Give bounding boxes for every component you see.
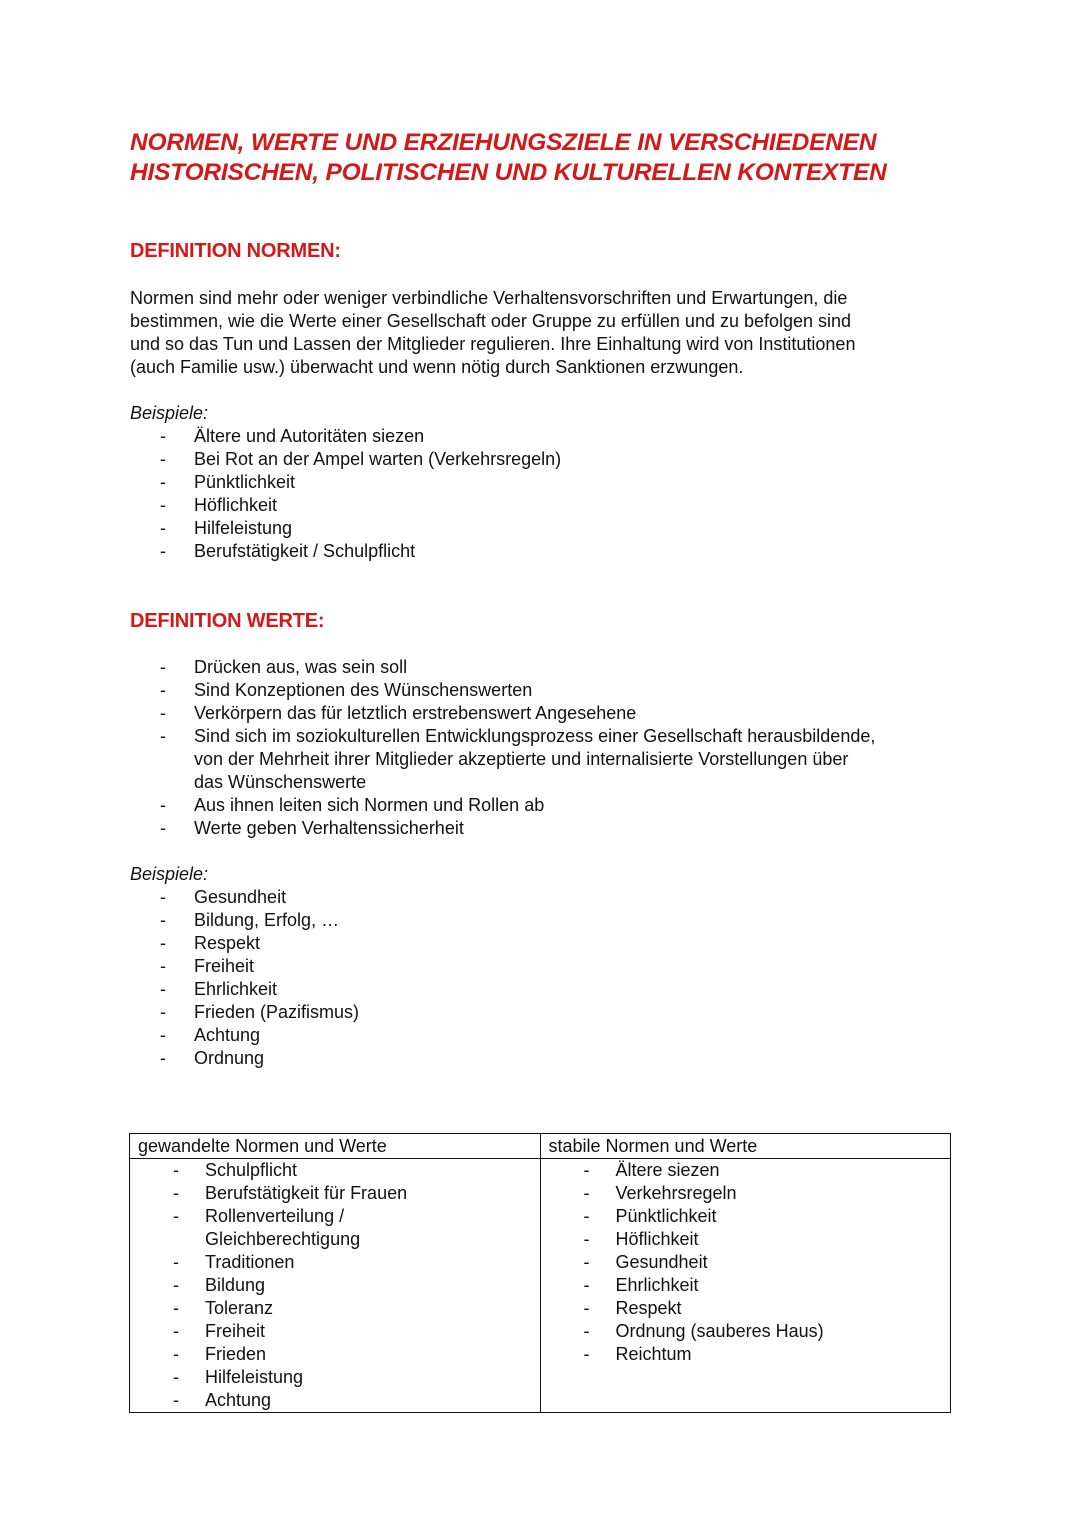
- normen-definition-line: Normen sind mehr oder weniger verbindliche Verhaltensvorschriften und Erwartungen, die: [130, 288, 848, 308]
- werte-examples-list: [130, 886, 952, 1070]
- list-item: - Aus ihnen leiten sich Normen und Rollen ab: [130, 794, 952, 817]
- list-item-line: Gleichberechtigung: [205, 1229, 361, 1249]
- list-item-line: Sind sich im soziokulturellen Entwicklungsprozess einer Gesellschaft herausbildende,: [194, 726, 876, 746]
- list-item: - Ehrlichkeit: [549, 1274, 943, 1297]
- list-item: - Frieden (Pazifismus): [130, 1001, 952, 1024]
- list-item: - Traditionen: [138, 1251, 532, 1274]
- list-item: - Hilfeleistung: [130, 517, 952, 540]
- list-item: - Ältere siezen: [549, 1159, 943, 1182]
- list-item: - Toleranz: [138, 1297, 532, 1320]
- list-item: - Höflichkeit: [130, 494, 952, 517]
- list-item: - Gesundheit: [549, 1251, 943, 1274]
- list-item: - Ordnung: [130, 1047, 952, 1070]
- document-page: [130, 128, 952, 1070]
- table-row: [130, 1159, 951, 1413]
- list-item: - Respekt: [549, 1297, 943, 1320]
- list-item: - Bildung: [138, 1274, 532, 1297]
- list-item: [130, 725, 952, 794]
- list-item: - Berufstätigkeit / Schulpflicht: [130, 540, 952, 563]
- normen-definition-line: (auch Familie usw.) überwacht und wenn nötig durch Sanktionen erzwungen.: [130, 357, 744, 377]
- list-item: - Werte geben Verhaltenssicherheit: [130, 817, 952, 840]
- list-item: - Schulpflicht: [138, 1159, 532, 1182]
- list-item: - Pünktlichkeit: [549, 1205, 943, 1228]
- werte-examples-label: Beispiele:: [130, 864, 209, 884]
- list-item: - Bei Rot an der Ampel warten (Verkehrsregeln): [130, 448, 952, 471]
- list-item: - Bildung, Erfolg, …: [130, 909, 952, 932]
- normen-definition-line: bestimmen, wie die Werte einer Gesellschaft oder Gruppe zu erfüllen und zu befolgen sind: [130, 311, 852, 331]
- column-header-changed: gewandelte Normen und Werte: [130, 1134, 541, 1159]
- comparison-table: [129, 1133, 951, 1413]
- list-item: - Berufstätigkeit für Frauen: [138, 1182, 532, 1205]
- stable-values-cell: [540, 1159, 951, 1413]
- list-item: - Ältere und Autoritäten siezen: [130, 425, 952, 448]
- werte-heading: DEFINITION WERTE:: [130, 610, 325, 632]
- list-item: - Pünktlichkeit: [130, 471, 952, 494]
- list-item: - Freiheit: [138, 1320, 532, 1343]
- column-header-stable: stabile Normen und Werte: [540, 1134, 951, 1159]
- list-item: - Frieden: [138, 1343, 532, 1366]
- list-item: - Achtung: [138, 1389, 532, 1412]
- normen-examples-label: Beispiele:: [130, 403, 209, 423]
- table-header-row: [130, 1134, 951, 1159]
- list-item: - Ehrlichkeit: [130, 978, 952, 1001]
- list-item-line: von der Mehrheit ihrer Mitglieder akzeptierte und internalisierte Vorstellungen über: [194, 749, 849, 769]
- list-item: - Sind Konzeptionen des Wünschenswerten: [130, 679, 952, 702]
- list-item: - Höflichkeit: [549, 1228, 943, 1251]
- normen-examples-list: [130, 425, 952, 563]
- stable-values-list: [549, 1159, 943, 1366]
- list-item: [138, 1205, 532, 1251]
- title-line-1: NORMEN, WERTE UND ERZIEHUNGSZIELE IN VERSCHIEDENEN: [130, 129, 877, 156]
- list-item: - Ordnung (sauberes Haus): [549, 1320, 943, 1343]
- list-item: - Reichtum: [549, 1343, 943, 1366]
- normen-definition: [130, 287, 952, 379]
- changed-values-list: [138, 1159, 532, 1412]
- list-item: - Hilfeleistung: [138, 1366, 532, 1389]
- werte-definition-list: [130, 656, 952, 840]
- list-item: - Drücken aus, was sein soll: [130, 656, 952, 679]
- document-title: [130, 128, 952, 188]
- list-item: - Freiheit: [130, 955, 952, 978]
- list-item: - Verkörpern das für letztlich erstrebenswert Angesehene: [130, 702, 952, 725]
- changed-values-cell: [130, 1159, 541, 1413]
- list-item: - Verkehrsregeln: [549, 1182, 943, 1205]
- list-item: - Respekt: [130, 932, 952, 955]
- title-line-2: HISTORISCHEN, POLITISCHEN UND KULTURELLEN KONTEXTEN: [130, 159, 887, 186]
- normen-heading: DEFINITION NORMEN:: [130, 240, 341, 262]
- list-item: - Achtung: [130, 1024, 952, 1047]
- normen-definition-line: und so das Tun und Lassen der Mitglieder regulieren. Ihre Einhaltung wird von Institutionen: [130, 334, 856, 354]
- list-item-line: das Wünschenswerte: [194, 772, 367, 792]
- list-item-line: Rollenverteilung /: [205, 1206, 345, 1226]
- list-item: - Gesundheit: [130, 886, 952, 909]
